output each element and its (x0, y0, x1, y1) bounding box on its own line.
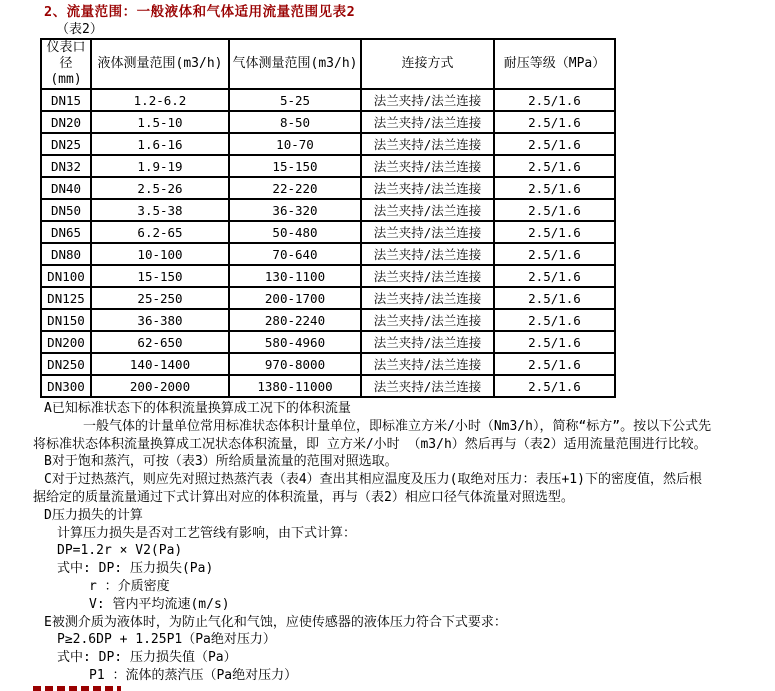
table-cell: DN15 (41, 89, 91, 111)
page-title: 2、流量范围：一般液体和气体适用流量范围见表2 (44, 4, 356, 20)
table-cell: DN125 (41, 287, 91, 309)
note-line: 将标准状态体积流量换算成工况状态体积流量，即 立方米/小时 （m3/h）然后再与（表2）适用流量范围进行比较。 (33, 436, 707, 452)
notes (31, 400, 775, 685)
note-line: 式中: DP: 压力损失值（Pa） (57, 650, 237, 666)
clipped-next-heading (33, 686, 121, 691)
table-cell: 2.5-26 (91, 177, 229, 199)
table-cell: 法兰夹持/法兰连接 (361, 243, 494, 265)
table-row (41, 353, 615, 375)
column-header (494, 39, 615, 89)
table-cell: 法兰夹持/法兰连接 (361, 221, 494, 243)
table-cell: 法兰夹持/法兰连接 (361, 331, 494, 353)
table-cell: 1.2-6.2 (91, 89, 229, 111)
table-row (41, 243, 615, 265)
table-cell: 1380-11000 (229, 375, 361, 397)
table-cell: 50-480 (229, 221, 361, 243)
table-cell: 2.5/1.6 (494, 353, 615, 375)
table-cell: 1.5-10 (91, 111, 229, 133)
table-cell: 2.5/1.6 (494, 155, 615, 177)
note-line: A已知标准状态下的体积流量换算成工况下的体积流量 (44, 401, 351, 416)
table-row (41, 155, 615, 177)
note-line: 据给定的质量流量通过下式计算出对应的体积流量，再与（表2）相应口径气体流量对照选型。 (33, 489, 574, 505)
table-cell: 10-100 (91, 243, 229, 265)
column-header-text: 连接方式 (401, 56, 454, 71)
table-cell: 2.5/1.6 (494, 375, 615, 397)
table-cell: 2.5/1.6 (494, 243, 615, 265)
table-cell: 70-640 (229, 243, 361, 265)
table-cell: DN32 (41, 155, 91, 177)
table-cell: 130-1100 (229, 265, 361, 287)
note-line: E被测介质为液体时，为防止气化和气蚀，应使传感器的液体压力符合下式要求： (44, 614, 507, 630)
note-line: 一般气体的计量单位常用标准状态体积计量单位，即标准立方米/小时（Nm3/h），简称“标方”。按以下公式先 (83, 418, 712, 434)
table-row (41, 331, 615, 353)
table-cell: 36-320 (229, 199, 361, 221)
note-line: 式中: DP: 压力损失(Pa) (57, 561, 214, 577)
column-header (361, 39, 494, 89)
note-line: D压力损失的计算 (44, 507, 143, 523)
table-cell: 200-2000 (91, 375, 229, 397)
table-cell: DN40 (41, 177, 91, 199)
table-cell: 2.5/1.6 (494, 199, 615, 221)
table-cell: DN80 (41, 243, 91, 265)
table-cell: 法兰夹持/法兰连接 (361, 375, 494, 397)
table-cell: 3.5-38 (91, 199, 229, 221)
table-cell: 2.5/1.6 (494, 133, 615, 155)
table-cell: 280-2240 (229, 309, 361, 331)
table-cell: 法兰夹持/法兰连接 (361, 177, 494, 199)
table-cell: 法兰夹持/法兰连接 (361, 309, 494, 331)
table-cell: DN65 (41, 221, 91, 243)
table-cell: DN200 (41, 331, 91, 353)
note-line: P1 ：流体的蒸汽压（Pa绝对压力） (89, 667, 298, 683)
table-cell: 15-150 (91, 265, 229, 287)
table-cell: 8-50 (229, 111, 361, 133)
column-header-text: 液体测量范围(m3/h) (97, 56, 223, 71)
table-cell: 22-220 (229, 177, 361, 199)
table-row (41, 199, 615, 221)
note-line: 计算压力损失是否对工艺管线有影响，由下式计算： (57, 525, 357, 541)
table-cell: 法兰夹持/法兰连接 (361, 199, 494, 221)
table-cell: 法兰夹持/法兰连接 (361, 133, 494, 155)
table-row (41, 221, 615, 243)
table-cell: 580-4960 (229, 331, 361, 353)
note-line: C对于过热蒸汽，则应先对照过热蒸汽表（表4）查出其相应温度及压力(取绝对压力：表压+1)下的密度值，然后根 (44, 472, 702, 488)
table-cell: 2.5/1.6 (494, 89, 615, 111)
table-cell: 法兰夹持/法兰连接 (361, 111, 494, 133)
table-row (41, 111, 615, 133)
table-cell: 25-250 (91, 287, 229, 309)
table-cell: 10-70 (229, 133, 361, 155)
table-row (41, 89, 615, 111)
table-row (41, 309, 615, 331)
note-line: DP=1.2r × V2(Pa) (57, 543, 183, 559)
table-cell: 2.5/1.6 (494, 177, 615, 199)
table-body (41, 89, 615, 397)
table-cell: 法兰夹持/法兰连接 (361, 155, 494, 177)
table-cell: 2.5/1.6 (494, 331, 615, 353)
table-cell: DN300 (41, 375, 91, 397)
column-header (229, 39, 361, 89)
table-cell: 200-1700 (229, 287, 361, 309)
column-header-text: 气体测量范围(m3/h) (232, 56, 358, 71)
table-cell: DN150 (41, 309, 91, 331)
table-cell: 2.5/1.6 (494, 221, 615, 243)
flow-range-table (40, 38, 616, 398)
table-cell: 2.5/1.6 (494, 287, 615, 309)
table-cell: 2.5/1.6 (494, 265, 615, 287)
column-header-subtext: (mm) (50, 72, 82, 87)
table-cell: 1.6-16 (91, 133, 229, 155)
table-cell: 15-150 (229, 155, 361, 177)
table-cell: DN20 (41, 111, 91, 133)
table-row (41, 287, 615, 309)
note-line: r ：介质密度 (89, 578, 170, 594)
column-header (91, 39, 229, 89)
table-cell: 法兰夹持/法兰连接 (361, 89, 494, 111)
table-cell: DN100 (41, 265, 91, 287)
column-header (41, 39, 91, 89)
table-row (41, 177, 615, 199)
table-caption: （表2） (56, 22, 103, 37)
table-cell: 法兰夹持/法兰连接 (361, 287, 494, 309)
table-cell: 970-8000 (229, 353, 361, 375)
table-cell: 5-25 (229, 89, 361, 111)
column-header-text: 耐压等级（MPa） (503, 56, 606, 71)
note-line: P≥2.6DP + 1.25P1（Pa绝对压力） (57, 632, 276, 648)
table-cell: 2.5/1.6 (494, 309, 615, 331)
table-header-row (41, 39, 615, 89)
table-cell: DN250 (41, 353, 91, 375)
table-row (41, 133, 615, 155)
table-cell: 62-650 (91, 331, 229, 353)
table-cell: DN25 (41, 133, 91, 155)
table-cell: 法兰夹持/法兰连接 (361, 265, 494, 287)
table-cell: DN50 (41, 199, 91, 221)
note-line: B对于饱和蒸汽，可按（表3）所给质量流量的范围对照选取。 (44, 454, 398, 470)
column-header-text: 仪表口径 (46, 40, 86, 71)
table-cell: 1.9-19 (91, 155, 229, 177)
note-line: V: 管内平均流速(m/s) (89, 596, 230, 612)
table-cell: 法兰夹持/法兰连接 (361, 353, 494, 375)
table-row (41, 375, 615, 397)
table-row (41, 265, 615, 287)
table-cell: 140-1400 (91, 353, 229, 375)
table-cell: 2.5/1.6 (494, 111, 615, 133)
table-cell: 36-380 (91, 309, 229, 331)
table-cell: 6.2-65 (91, 221, 229, 243)
